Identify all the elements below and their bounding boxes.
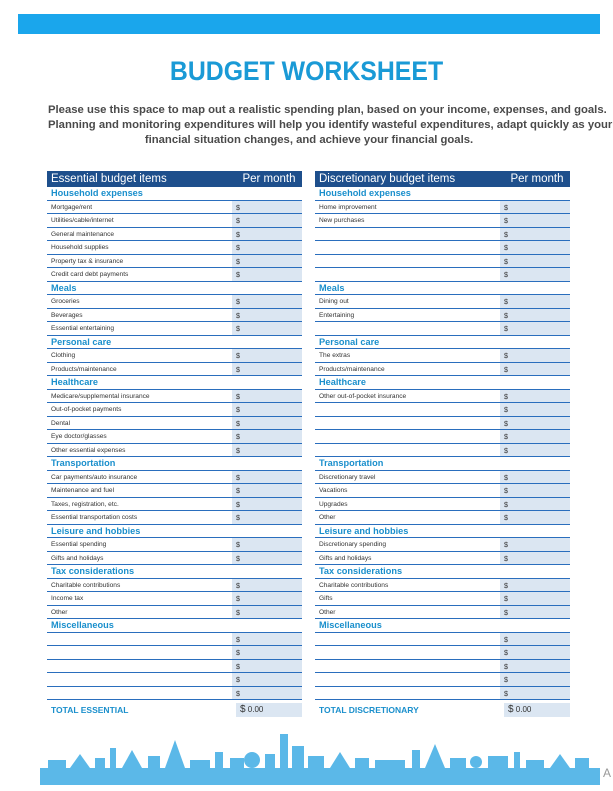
currency-symbol: $ [504,594,508,603]
table-row [315,633,570,647]
amount-field[interactable] [500,633,570,646]
currency-symbol: $ [504,405,508,414]
table-row [47,417,302,431]
table-row [315,606,570,620]
amount-field[interactable] [500,295,570,308]
table-row [47,241,302,255]
amount-field[interactable] [232,498,302,511]
row-label: Credit card debt payments [51,271,129,278]
currency-symbol: $ [504,256,508,266]
currency-symbol: $ [236,256,240,266]
row-label: Out-of-pocket payments [51,406,122,413]
currency-symbol: $ [504,418,508,428]
table-row [47,484,302,498]
currency-symbol: $ [236,513,240,522]
currency-symbol: $ [504,216,508,225]
currency-symbol: $ [504,661,508,671]
amount-field[interactable] [232,268,302,281]
section-title: Meals [315,282,570,296]
table-row [47,444,302,458]
currency-symbol: $ [236,445,240,455]
row-label: Discretionary travel [319,473,376,481]
intro-line: financial situation changes, and achieve your financial goals. [144,134,474,146]
amount-field[interactable] [500,403,570,416]
row-label [315,687,500,700]
table-row [47,592,302,606]
row-label: Products/maintenance [319,365,385,373]
table-row [47,646,302,660]
amount-field[interactable] [500,660,570,673]
amount-field[interactable] [232,390,302,403]
row-label [315,673,500,686]
table-row [47,606,302,620]
amount-field[interactable] [500,511,570,524]
column-header-items: Discretionary budget items [319,173,456,185]
currency-symbol: $ [236,364,240,374]
total-row [47,703,302,717]
row-label: Other out-of-pocket insurance [319,392,407,400]
currency-symbol: $ [236,297,240,306]
amount-field[interactable] [500,552,570,565]
row-label [315,255,500,268]
page-title: BUDGET WORKSHEET [169,56,444,86]
table-row [315,511,570,525]
currency-symbol: $ [236,405,240,414]
currency-symbol: $ [236,634,240,644]
currency-symbol: $ [240,704,246,715]
currency-symbol: $ [236,472,240,482]
section-title: Personal care [315,336,570,350]
total-label: TOTAL ESSENTIAL [51,705,129,715]
amount-field[interactable] [232,430,302,443]
currency-symbol: $ [504,472,508,482]
row-label [315,633,500,646]
table-row [47,511,302,525]
row-label: Clothing [51,352,76,359]
currency-symbol: $ [504,675,508,684]
intro-line: Please use this space to map out a realistic spending plan, based on your income, expenses, and goals. [48,104,607,116]
table-row [47,579,302,593]
row-label [315,268,500,281]
row-label [315,417,500,430]
row-label [315,444,500,457]
row-label: Gifts [319,595,333,602]
table-row [315,498,570,512]
row-label [47,673,232,686]
section-title: Transportation [47,457,302,471]
amount-field[interactable] [232,538,302,551]
currency-symbol: $ [236,580,240,590]
row-label [47,646,232,659]
total-label: TOTAL DISCRETIONARY [319,705,419,715]
table-row [315,646,570,660]
total-row [315,703,570,717]
row-label: Charitable contributions [319,581,389,589]
row-label [315,430,500,443]
row-label: Entertaining [319,311,355,319]
essential-budget-table [47,171,302,717]
amount-field[interactable] [500,538,570,551]
row-label [315,241,500,254]
section-title: Household expenses [47,187,302,201]
top-accent-bar [18,14,600,34]
currency-symbol: $ [236,553,240,563]
table-row [47,471,302,485]
table-row [315,309,570,323]
section-title: Healthcare [47,376,302,390]
row-label: Other essential expenses [51,446,126,454]
table-row [47,673,302,687]
amount-field[interactable] [500,363,570,376]
total-value: 0.00 [247,705,264,714]
table-row [315,430,570,444]
currency-symbol: $ [504,243,508,252]
amount-field[interactable] [500,309,570,322]
row-label: Other [51,608,68,616]
amount-field[interactable] [232,579,302,592]
table-row [47,660,302,674]
amount-field[interactable] [232,471,302,484]
amount-field[interactable] [500,214,570,227]
table-row [315,268,570,282]
row-label [315,646,500,659]
currency-symbol: $ [236,432,240,441]
row-label [315,322,500,335]
table-row [315,390,570,404]
amount-field[interactable] [500,268,570,281]
amount-field[interactable] [232,646,302,659]
currency-symbol: $ [504,445,508,455]
table-row [315,228,570,242]
row-label: Dining out [319,298,349,305]
amount-field[interactable] [232,403,302,416]
table-row [47,390,302,404]
amount-field[interactable] [500,498,570,511]
section-title: Personal care [47,336,302,350]
amount-field[interactable] [232,228,302,241]
row-label: Upgrades [319,500,348,508]
section-title: Transportation [315,457,570,471]
table-row [47,538,302,552]
table-row [47,430,302,444]
currency-symbol: $ [504,229,508,239]
amount-field[interactable] [232,363,302,376]
table-row [315,579,570,593]
currency-symbol: $ [236,675,240,684]
currency-symbol: $ [504,351,508,360]
row-label: Dental [51,419,71,427]
amount-field[interactable] [500,444,570,457]
currency-symbol: $ [236,229,240,239]
amount-field[interactable] [500,417,570,430]
currency-symbol: $ [236,216,240,225]
side-mark: A [603,766,612,780]
amount-field[interactable] [232,349,302,362]
table-row [315,403,570,417]
table-row [47,403,302,417]
amount-field[interactable] [500,592,570,605]
column-header-per-month: Per month [242,173,296,185]
table-row [315,660,570,674]
currency-symbol: $ [504,391,508,401]
table-row [315,484,570,498]
table-row [315,552,570,566]
amount-field[interactable] [500,201,570,214]
table-row [315,673,570,687]
row-label: Utilities/cable/internet [51,217,114,224]
amount-field[interactable] [500,606,570,619]
section-title: Leisure and hobbies [315,525,570,539]
amount-field[interactable] [232,633,302,646]
row-label: Beverages [51,311,83,319]
currency-symbol: $ [504,364,508,374]
currency-symbol: $ [236,202,240,212]
row-label: New purchases [319,217,365,224]
section-title: Leisure and hobbies [47,525,302,539]
currency-symbol: $ [504,513,508,522]
table-row [315,255,570,269]
amount-field[interactable] [500,687,570,700]
intro-text [48,103,613,148]
row-label [47,660,232,673]
table-row [315,214,570,228]
row-label: Property tax & insurance [51,257,124,265]
amount-field[interactable] [232,606,302,619]
table-row [47,687,302,701]
amount-field[interactable] [500,579,570,592]
discretionary-budget-table [315,171,570,717]
amount-field[interactable] [500,255,570,268]
section-title: Tax considerations [47,565,302,579]
row-label: Gifts and holidays [319,554,372,562]
table-row [315,444,570,458]
table-row [315,322,570,336]
amount-field[interactable] [232,295,302,308]
row-label: Eye doctor/glasses [51,433,107,440]
row-label: Vacations [319,487,348,494]
currency-symbol: $ [236,607,240,617]
currency-symbol: $ [236,540,240,549]
amount-field[interactable] [232,255,302,268]
row-label [315,228,500,241]
row-label: Essential entertaining [51,325,115,332]
row-label [47,687,232,700]
table-row [47,214,302,228]
currency-symbol: $ [504,310,508,320]
currency-symbol: $ [236,324,240,333]
amount-field[interactable] [500,430,570,443]
amount-field[interactable] [500,228,570,241]
table-row [315,295,570,309]
table-row [315,471,570,485]
row-label: Medicare/supplemental insurance [51,392,150,400]
column-header-per-month: Per month [510,173,564,185]
amount-field[interactable] [232,687,302,700]
row-label: Mortgage/rent [51,203,93,211]
table-row [315,687,570,701]
table-row [315,363,570,377]
section-title: Miscellaneous [47,619,302,633]
table-row [315,241,570,255]
currency-symbol: $ [504,432,508,441]
amount-field[interactable] [232,673,302,686]
table-row [315,417,570,431]
amount-field[interactable] [232,660,302,673]
amount-field[interactable] [500,349,570,362]
amount-field[interactable] [232,511,302,524]
currency-symbol: $ [236,661,240,671]
row-label [315,660,500,673]
table-row [315,592,570,606]
row-label: Charitable contributions [51,581,121,589]
table-row [47,363,302,377]
currency-symbol: $ [236,243,240,252]
table-row [315,538,570,552]
currency-symbol: $ [504,553,508,563]
row-label: The extras [319,352,351,359]
column-header-items: Essential budget items [51,173,167,185]
currency-symbol: $ [236,351,240,360]
table-row [47,201,302,215]
section-title: Tax considerations [315,565,570,579]
currency-symbol: $ [504,486,508,495]
intro-line: Planning and monitoring expenditures will help you identify wasteful expenditures, adapt quickly as your [48,119,613,131]
table-row [47,552,302,566]
row-label: Taxes, registration, etc. [51,500,119,508]
table-row [47,322,302,336]
currency-symbol: $ [236,486,240,495]
table-row [315,201,570,215]
row-label: Home improvement [319,203,377,211]
currency-symbol: $ [236,499,240,509]
row-label: Household supplies [51,244,109,251]
row-label: Essential spending [51,541,107,548]
currency-symbol: $ [504,634,508,644]
table-row [47,633,302,647]
amount-field[interactable] [232,552,302,565]
amount-field[interactable] [232,484,302,497]
currency-symbol: $ [504,540,508,549]
currency-symbol: $ [236,310,240,320]
total-amount [504,703,570,717]
table-row [47,309,302,323]
city-skyline-illustration [40,730,600,785]
table-header [47,171,302,187]
row-label: Essential transportation costs [51,514,138,521]
amount-field[interactable] [232,201,302,214]
table-row [315,349,570,363]
currency-symbol: $ [504,499,508,509]
currency-symbol: $ [508,704,514,715]
amount-field[interactable] [500,390,570,403]
amount-field[interactable] [232,417,302,430]
currency-symbol: $ [504,202,508,212]
table-row [47,255,302,269]
currency-symbol: $ [236,594,240,603]
amount-field[interactable] [500,471,570,484]
section-title: Household expenses [315,187,570,201]
row-label: Other [319,514,336,521]
table-row [47,228,302,242]
currency-symbol: $ [236,418,240,428]
amount-field[interactable] [232,592,302,605]
currency-symbol: $ [236,270,240,279]
row-label [315,403,500,416]
currency-symbol: $ [504,607,508,617]
row-label [47,633,232,646]
table-row [47,498,302,512]
section-title: Miscellaneous [315,619,570,633]
section-title: Meals [47,282,302,296]
row-label: Maintenance and fuel [51,487,115,494]
total-amount [236,703,302,717]
table-row [47,295,302,309]
amount-field[interactable] [232,214,302,227]
row-label: Income tax [51,595,84,602]
currency-symbol: $ [504,297,508,306]
currency-symbol: $ [236,648,240,657]
row-label: Gifts and holidays [51,554,104,562]
amount-field[interactable] [232,309,302,322]
table-row [47,268,302,282]
amount-field[interactable] [500,646,570,659]
row-label: Products/maintenance [51,365,117,373]
currency-symbol: $ [504,580,508,590]
total-value: 0.00 [515,705,532,714]
currency-symbol: $ [504,270,508,279]
section-title: Healthcare [315,376,570,390]
table-header [315,171,570,187]
amount-field[interactable] [232,444,302,457]
amount-field[interactable] [500,241,570,254]
currency-symbol: $ [236,391,240,401]
row-label: Car payments/auto insurance [51,473,138,481]
row-label: Other [319,608,336,616]
currency-symbol: $ [504,648,508,657]
row-label: General maintenance [51,230,115,238]
amount-field[interactable] [232,322,302,335]
amount-field[interactable] [500,484,570,497]
table-row [47,349,302,363]
row-label: Discretionary spending [319,541,387,548]
currency-symbol: $ [504,324,508,333]
currency-symbol: $ [236,688,240,698]
currency-symbol: $ [504,688,508,698]
amount-field[interactable] [500,673,570,686]
amount-field[interactable] [500,322,570,335]
row-label: Groceries [51,298,80,305]
amount-field[interactable] [232,241,302,254]
